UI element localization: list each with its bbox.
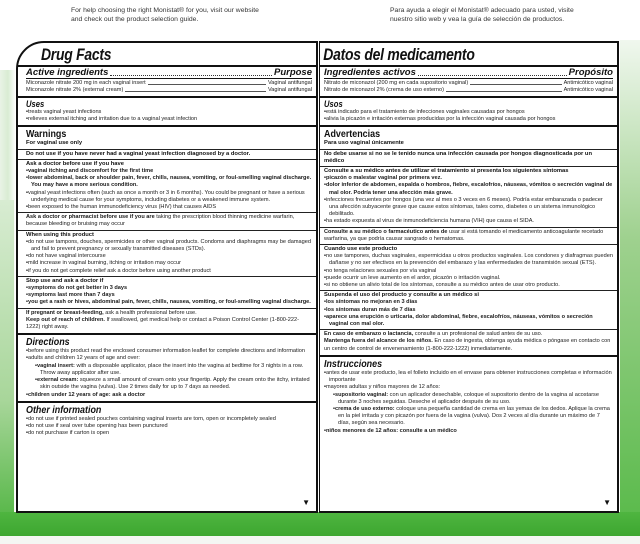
ingredient-name: Nitrato de miconazol (200 mg en cada supositorio vaginal) [324,80,469,86]
when-using-item: • do not have vaginal intercourse [26,253,312,260]
pregnancy-block [18,308,316,332]
purpose-heading: Purpose [273,67,312,78]
ask-doctor-item: • vaginal yeast infections often (such as once a month or 3 in 6 months). You could be pregnant or have a serious underlying medical cause for your symptoms, including diabetes or a weakened immune system. [26,190,312,204]
when-using-item: • puede ocurrir un leve aumento en el ardor, picazón o irritación vaginal. [324,275,613,282]
ingredient-row [26,87,312,94]
active-ingredients-heading: Active ingredients [26,67,109,78]
insert-bold: vaginal insert: [36,362,75,369]
green-border-right [620,40,640,534]
when-using-item: • if you do not get complete relief ask a doctor before using another product [26,268,312,275]
ingredient-row [324,80,613,87]
pregnant-text: ask a health professional before use. [103,309,197,316]
stop-use-item: • symptoms last more than 7 days [26,292,312,299]
when-using-block [320,244,617,289]
when-using-item: • mild increase in vaginal burning, itching or irritation may occur [26,260,312,267]
other-info-heading: Other information [26,403,102,416]
directions-item: • antes de usar este producto, lea el folleto incluido en el envase para obtener instrucciones completas e información importante [324,370,613,384]
stop-use-heading: Suspenda el uso del producto y consulte a un médico si [324,292,479,299]
directions-section [320,355,617,437]
ask-doctor-item: • picazón o malestar vaginal por primera vez. [324,175,613,182]
stop-use-item: • los síntomas duran más de 7 días [324,307,613,314]
when-using-heading: Cuando use este producto [324,246,398,253]
ingredient-row [26,80,312,87]
pregnant-bold: En caso de embarazo o lactancia, [324,331,414,338]
stop-use-item: • symptoms do not get better in 3 days [26,285,312,292]
intro-text-es: Para ayuda a elegir el Monistat® adecuado para usted, visite nuestro sitio web y vea la guía de selección de productos. [390,7,574,23]
uses-section [18,96,316,125]
directions-insert [26,363,312,377]
when-using-block [18,230,316,275]
do-not-use: No debe usarse si no se le tenido nunca una infección causada por hongos diagnosticada por un médico [320,149,617,165]
keep-out-text: En caso de ingesta, obtenga ayuda médica o póngase en contacto con un centro de control de envenenamiento (1-800-222-1222) inmediatamente. [324,338,611,352]
leader-dots [418,75,567,76]
directions-item: • children under 12 years of age: ask a doctor [26,392,312,399]
ask-doctor-item: • infecciones frecuentes por hongos (una vez al mes o 3 veces en 6 meses). Podría estar embarazada o padecer una afección subyacente grave que cause estos síntomas, tales como, diabetes o un sistema inmunológico debilitado. [324,197,613,219]
uses-item: • treats vaginal yeast infections [26,109,312,116]
do-not-use: Do not use if you have never had a vaginal yeast infection diagnosed by a doctor. [18,149,316,158]
ask-doctor-block [18,159,316,211]
active-ingredients-section [18,65,316,96]
ask-doctor-item: • ha estado expuesta al virus de inmunodeficiencia humana (VIH) que causa el SIDA. [324,218,613,225]
ask-pharmacist-block [320,227,617,243]
when-using-heading: When using this product [26,231,94,238]
panel-title: Datos del medicamento [323,45,475,64]
cream-bold: external cream: [36,377,79,384]
uses-section [320,96,617,125]
ask-doctor-item: • dolor inferior de abdomen, espalda o hombros, fiebre, escalofríos, náuseas, vómitos o secreción vaginal de mal olor. Podría tener una afección más grave. [324,182,613,196]
continue-arrow-icon: ▼ [302,498,310,507]
ingredient-name: Miconazole nitrate 200 mg in each vaginal insert [26,80,146,86]
active-ingredients-header [26,67,312,79]
directions-cream [26,377,312,391]
active-ingredients-section [320,65,617,96]
insert-text: con un aplicador desechable, coloque el supositorio dentro de la vagina al acostarse durante 3 noches seguidas. Deseche el aplicador después de su uso. [338,391,599,405]
keep-out-text: If swallowed, get medical help or contact a Poison Control Center (1-800-222-1222) right away. [26,316,299,331]
bottom-margin [0,536,640,544]
green-border-bottom [0,512,640,536]
directions-item: • mayores adultas y niños mayores de 12 años: [324,384,613,391]
warnings-section [18,125,316,333]
continue-arrow-icon: ▼ [603,498,611,507]
ingredient-name: Nitrato de miconazol 2% (crema de uso externo) [324,87,445,93]
purpose-heading: Propósito [568,67,613,78]
leader-line [446,91,562,92]
directions-cream [324,406,613,428]
leader-line [125,91,266,92]
other-info-item: • do not use if printed sealed pouches containing vaginal inserts are torn, open or incompletely sealed [26,416,312,423]
directions-section [18,333,316,400]
stop-use-block [320,290,617,328]
uses-item: • alivia la picazón e irritación externas producidas por la infección vaginal causada por hongos [324,116,613,123]
when-using-item: • do not use tampons, douches, spermicides or other vaginal products. Condoms and diaphragms may be damaged and fail to prevent pregnancy or sexually transmitted diseases (STDs). [26,239,312,253]
leader-line [148,84,266,85]
stop-use-item: • aparece una erupción o urticaria, dolor abdominal, fiebre, escalofríos, náuseas, vómitos o secreción vaginal con mal olor. [324,314,613,328]
other-info-item: • do not purchase if carton is open [26,430,312,437]
leader-line [470,84,561,85]
ask-pharmacist-bold: Ask a doctor or pharmacist before use if you are [26,214,155,221]
active-ingredients-heading: Ingredientes activos [324,67,416,78]
stop-use-item: • you get a rash or hives, abdominal pain, fever, chills, nausea, vomiting, or foul-smelling vaginal discharge. [26,299,312,306]
green-border-left [0,200,14,534]
pregnant-bold: If pregnant or breast-feeding, [26,309,104,316]
directions-insert [324,392,613,406]
directions-heading: Directions [26,336,70,349]
ingredient-purpose: Antimicótico vaginal [563,80,613,86]
ask-pharmacist-text: taking the prescription blood thinning medicine warfarin, because bleeding or bruising may occur [26,214,295,228]
warnings-heading: Advertencias [324,128,381,141]
keep-out-bold: Mantenga fuera del alcance de los niños. [324,338,433,345]
active-ingredients-header [324,67,613,79]
warnings-heading: Warnings [26,128,67,141]
stop-use-block [18,276,316,307]
when-using-item: • no tenga relaciones sexuales por vía vaginal [324,268,613,275]
stop-use-item: • los síntomas no mejoran en 3 días [324,299,613,306]
ingredient-purpose: Vaginal antifungal [267,87,312,93]
vaginal-use-only: Para uso vaginal únicamente [324,140,404,147]
when-using-item: • si no obtiene un alivio total de los síntomas, consulte a su médico antes de usar otro producto. [324,282,613,289]
other-info-section [18,401,316,440]
uses-heading: Usos [324,99,343,109]
insert-text: with a disposable applicator, place the insert into the vagina at bedtime for 3 nights in a row. Throw away applicator after use. [40,362,304,376]
ask-pharmacist-text: usar si está tomando el medicamento anticoagulante recetado warfarina, ya que podría causar sangrado o hematomas. [324,228,604,242]
cream-text: coloque una pequeña cantidad de crema en las yemas de los dedos. Aplique la crema en la piel irritada y con picazón por fuera de la vagina (vulva). Dos 2 veces al día durante un máximo de 7 días, según sea necesario. [338,405,610,427]
warnings-section [320,125,617,354]
keep-out-bold: Keep out of reach of children. [26,316,105,323]
ingredient-purpose: Antimicótico vaginal [563,87,613,93]
cream-bold: crema de uso externo: [334,405,395,412]
drug-facts-panel-en [16,41,318,513]
uses-item: • relieves external itching and irritation due to a vaginal yeast infection [26,116,312,123]
ask-doctor-item: • been exposed to the human immunodeficiency virus (HIV) that causes AIDS [26,204,312,211]
vaginal-use-only: For vaginal use only [26,140,83,147]
stop-use-heading: Stop use and ask a doctor if [26,277,104,284]
ask-doctor-heading: Consulte a su médico antes de utilizar el tratamiento si presenta los siguientes síntomas [324,168,569,175]
ask-doctor-block [320,166,617,226]
uses-heading: Uses [26,99,45,109]
when-using-item: • no use tampones, duchas vaginales, espermicidas u otros productos vaginales. Los condones y diafragmas pueden dañarse y no ser efectivos en la prevención del embarazo y las enfermedades de transmisión sexual (ETS). [324,253,613,267]
directions-item: • before using this product read the enclosed consumer information leaflet for complete directions and information [26,348,312,355]
directions-item: • niños menores de 12 años: consulte a un médico [324,428,613,435]
ask-pharmacist-block [18,212,316,228]
intro-text-en: For help choosing the right Monistat® for you, visit our website and check out the product selection guide. [71,7,259,23]
insert-bold: supositorio vaginal: [334,391,389,398]
drug-facts-panel-es [319,41,619,513]
leader-dots [110,75,272,76]
ask-pharmacist-bold: Consulte a su médico o farmacéutico antes de [324,228,448,235]
pregnancy-block [320,329,617,353]
directions-item: • adults and children 12 years of age and over: [26,355,312,362]
uses-item: • está indicado para el tratamiento de infecciones vaginales causadas por hongos [324,109,613,116]
cream-text: squeeze a small amount of cream onto your fingertip. Apply the cream onto the itchy, irritated skin outside the vagina (vulva). Use 2 times daily for up to 7 days as needed. [40,377,310,391]
other-info-item: • do not use if seal over tube opening has been punctured [26,423,312,430]
ask-doctor-item: • lower abdominal, back or shoulder pain, fever, chills, nausea, vomiting, or foul-smelling vaginal discharge. You may have a more serious condition. [26,175,312,189]
directions-heading: Instrucciones [324,357,383,370]
pregnant-text: consulte a un profesional de salud antes de su uso. [413,331,543,338]
ingredient-name: Miconazole nitrate 2% (external cream) [26,87,124,93]
ask-doctor-heading: Ask a doctor before use if you have [26,160,124,167]
ask-doctor-item: • vaginal itching and discomfort for the first time [26,168,312,175]
panel-title: Drug Facts [40,45,112,64]
ingredient-row [324,87,613,94]
ingredient-purpose: Vaginal antifungal [267,80,312,86]
